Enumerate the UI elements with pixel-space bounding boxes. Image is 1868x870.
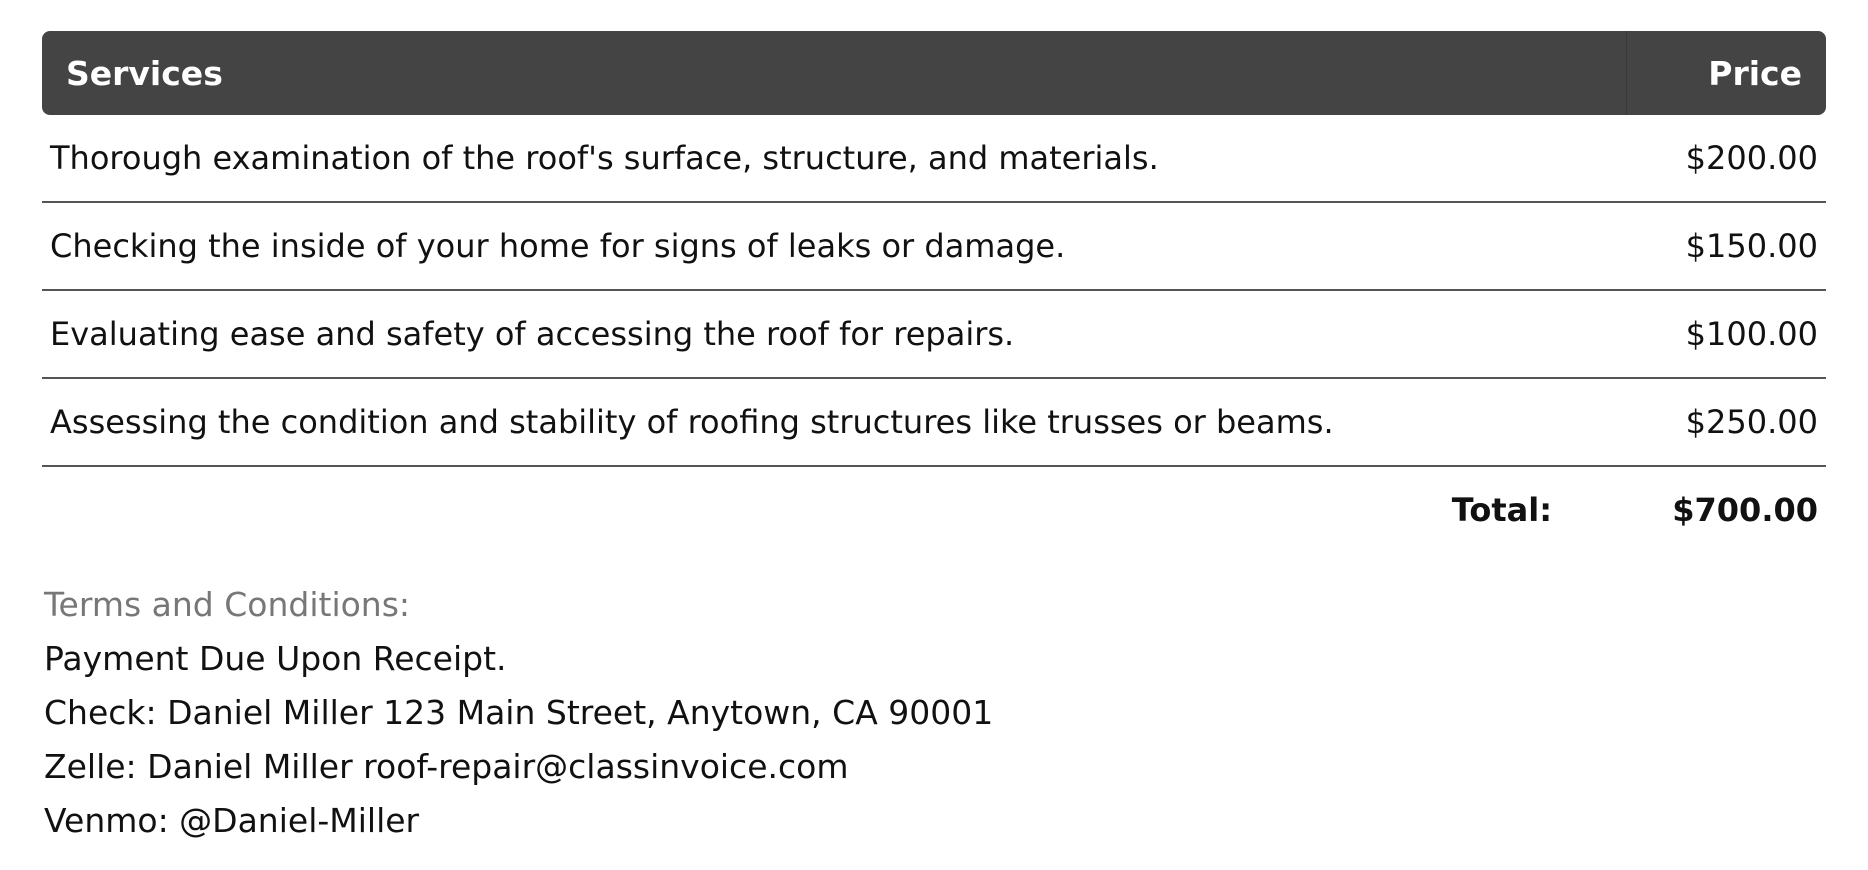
total-value: $700.00 xyxy=(1672,491,1818,529)
service-price: $100.00 xyxy=(1626,290,1826,378)
header-services: Services xyxy=(42,31,1626,115)
service-price: $150.00 xyxy=(1626,202,1826,290)
service-price: $200.00 xyxy=(1626,115,1826,202)
total-row xyxy=(42,466,1826,553)
header-price: Price xyxy=(1626,31,1826,115)
table-row xyxy=(42,202,1826,290)
terms-line-payment-due: Payment Due Upon Receipt. xyxy=(44,639,507,678)
service-description: Thorough examination of the roof's surface, structure, and materials. xyxy=(42,115,1626,202)
total-label: Total: xyxy=(1451,491,1552,529)
services-table xyxy=(42,31,1826,553)
table-row xyxy=(42,290,1826,378)
service-description: Checking the inside of your home for signs of leaks or damage. xyxy=(42,202,1626,290)
service-price: $250.00 xyxy=(1626,378,1826,466)
terms-line-check: Check: Daniel Miller 123 Main Street, Anytown, CA 90001 xyxy=(44,693,994,732)
service-description: Assessing the condition and stability of roofing structures like trusses or beams. xyxy=(42,378,1626,466)
terms-line-zelle: Zelle: Daniel Miller roof-repair@classinvoice.com xyxy=(44,747,849,786)
terms-section xyxy=(44,578,993,848)
terms-title: Terms and Conditions: xyxy=(44,585,411,624)
terms-line-venmo: Venmo: @Daniel-Miller xyxy=(44,801,420,840)
table-row xyxy=(42,378,1826,466)
table-row xyxy=(42,115,1826,202)
table-header-row xyxy=(42,31,1826,115)
service-description: Evaluating ease and safety of accessing the roof for repairs. xyxy=(42,290,1626,378)
